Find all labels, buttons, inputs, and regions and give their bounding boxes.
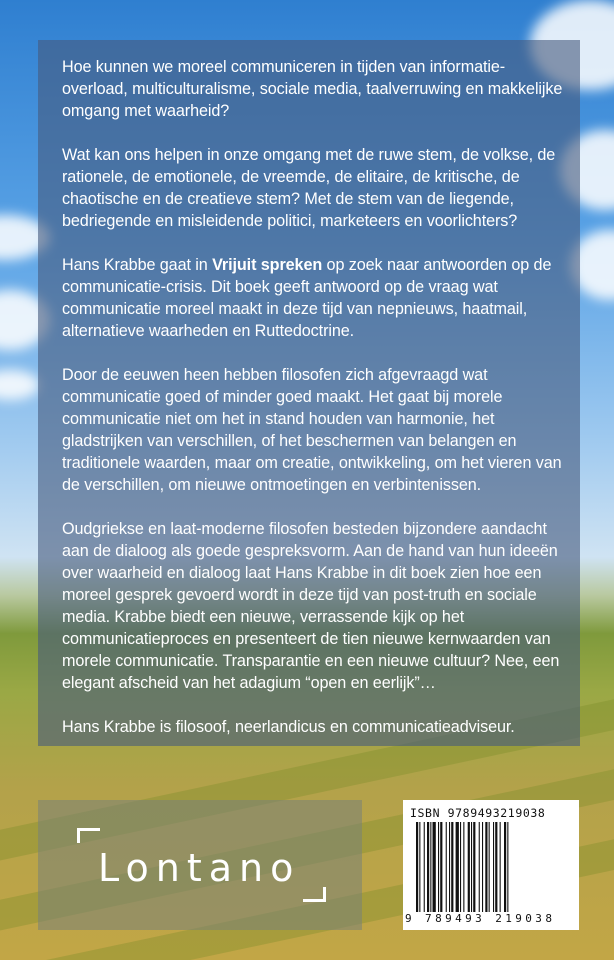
paragraph-5: Oudgriekse en laat-moderne filosofen besteden bijzondere aandacht aan de dialoog als goede gespreksvorm. Aan de hand van hun ideeën over waarheid en dialoog laat Hans Krabbe in dit boek zien hoe een moreel gesprek gevoerd wordt in deze tijd van post-truth en sociale media. Krabbe biedt een nieuwe, verrassende kijk op het communicatieproces en presenteert de tien nieuwe kernwaarden van morele communicatie. Transparantie en een nieuwe cultuur? Nee, een elegant afscheid van het adagium “open en eerlijk”…: [62, 520, 560, 692]
barcode-bar: [419, 822, 420, 912]
paragraph-1: Hoe kunnen we moreel communiceren in tijden van informatie-overload, multiculturalisme, sociale media, taalverruwing en makkelijke omgang met waarheid?: [62, 58, 563, 120]
barcode-bar: [460, 822, 461, 912]
barcode-bar: [493, 822, 494, 912]
barcode-bar: [416, 822, 418, 912]
barcode-bar: [451, 822, 453, 912]
barcode-bars: [416, 822, 566, 912]
logo-corner-top-left: [77, 828, 100, 843]
barcode-bar: [507, 822, 508, 912]
paragraph-3: Hans Krabbe gaat in Vrijuit spreken op zoek naar antwoorden op de communicatie-crisis. Dit boek geeft antwoord op de vraag wat communicatie moreel maakt in deze tijd van nepnieuws, haatmail, alternatieve waarheden en Ruttedoctrine.: [62, 256, 552, 340]
barcode-bar: [440, 822, 442, 912]
barcode-bar: [463, 822, 464, 912]
author-bio: Hans Krabbe is filosoof, neerlandicus en communicatieadviseur.: [62, 718, 515, 736]
book-title: Vrijuit spreken: [212, 256, 323, 274]
barcode-bar: [430, 822, 431, 912]
barcode-bar: [438, 822, 439, 912]
publisher-logo: Lontano: [98, 846, 301, 890]
back-cover-text: [62, 56, 566, 760]
logo-corner-bottom-right: [303, 887, 326, 902]
barcode-bar: [500, 822, 501, 912]
barcode-bar: [473, 822, 475, 912]
barcode-bar: [446, 822, 447, 912]
barcode-bar: [427, 822, 429, 912]
barcode-bar: [479, 822, 480, 912]
paragraph-2: Wat kan ons helpen in onze omgang met de ruwe stem, de volkse, de rationele, de emotionele, de vreemde, de elitaire, de kritische, de chaotische en de creatieve stem? Met de stem van de liegende, bedriegende en misleidende politici, marketeers en voorlichters?: [62, 146, 556, 230]
barcode-bar: [482, 822, 483, 912]
barcode-bar: [489, 822, 490, 912]
barcode-bar: [485, 822, 487, 912]
barcode-bar: [495, 822, 497, 912]
barcode-digits: 9 789493 219038: [405, 912, 556, 925]
isbn-label: ISBN 9789493219038: [410, 806, 546, 820]
barcode-bar: [456, 822, 459, 912]
paragraph-4: Door de eeuwen heen hebben filosofen zich afgevraagd wat communicatie goed of minder goed maakt. Het gaat bij morele communicatie niet om het in stand houden van harmonie, het gladstrijken van verschillen, of het beschermen van belangen en traditionele waarden, maar om creatie, ontwikkeling, om het vieren van de verschillen, om nieuwe ontmoetingen en verbintenissen.: [62, 366, 562, 494]
barcode-bar: [433, 822, 436, 912]
barcode-bar: [449, 822, 450, 912]
barcode-bar: [424, 822, 425, 912]
barcode-bar: [471, 822, 472, 912]
barcode-bar: [468, 822, 470, 912]
barcode-bar: [504, 822, 506, 912]
